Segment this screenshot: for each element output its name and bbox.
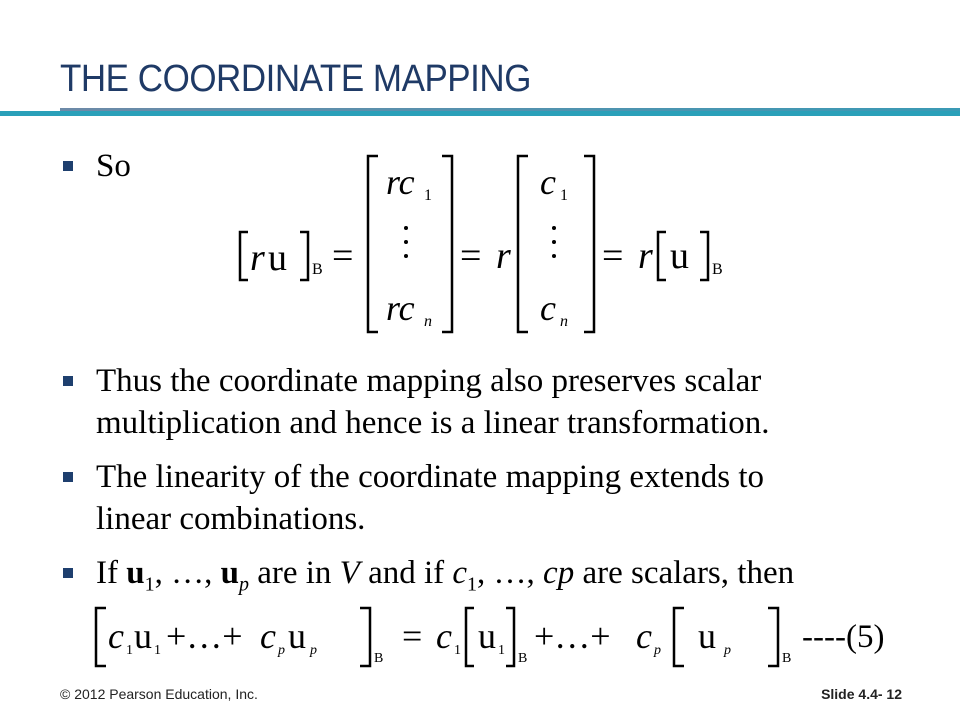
svg-text:1: 1 (498, 643, 505, 658)
slide-number: Slide 4.4- 12 (821, 686, 902, 702)
bullet-marker (63, 376, 73, 386)
svg-text:c: c (260, 616, 276, 656)
svg-text:r: r (496, 235, 511, 277)
svg-text:1: 1 (454, 643, 461, 658)
svg-text:n: n (560, 313, 568, 330)
bullet-scalar-text-line2: multiplication and hence is a linear transformation. (96, 405, 770, 441)
svg-text:B: B (312, 261, 323, 278)
copyright-footer: © 2012 Pearson Education, Inc. (60, 686, 258, 702)
svg-text:c: c (540, 288, 556, 328)
svg-text:1: 1 (424, 187, 432, 204)
svg-text:B: B (374, 651, 384, 666)
bullet-scalar-text-line1: Thus the coordinate mapping also preserves scalar (96, 363, 762, 399)
bullet-linearity-text-line1: The linearity of the coordinate mapping extends to (96, 459, 765, 495)
svg-text:+…+: +…+ (166, 616, 243, 656)
bullet-marker (63, 568, 73, 578)
svg-text:c: c (436, 616, 452, 656)
scalar-multiplication-equation (228, 150, 748, 340)
svg-text:u: u (288, 616, 306, 656)
svg-text:=: = (402, 616, 423, 656)
svg-text:=: = (332, 235, 354, 277)
svg-text:p: p (654, 643, 661, 658)
svg-text:r: r (638, 235, 653, 277)
svg-text:+…+: +…+ (534, 616, 611, 656)
svg-text:p: p (310, 643, 317, 658)
svg-text:p: p (278, 643, 285, 658)
svg-text:n: n (424, 313, 432, 330)
svg-text:1: 1 (126, 643, 133, 658)
bullet-so-text: So (96, 148, 131, 184)
svg-text:rc: rc (386, 288, 415, 328)
svg-text:u: u (478, 616, 496, 656)
svg-text:u: u (698, 616, 716, 656)
svg-text:=: = (602, 235, 624, 277)
svg-text:B: B (518, 651, 528, 666)
svg-text:u: u (134, 616, 152, 656)
svg-text:c: c (108, 616, 124, 656)
svg-text:r: r (250, 237, 265, 279)
svg-text:u: u (670, 235, 689, 277)
bullet-marker (63, 161, 73, 171)
equation-number-label: ----(5) (802, 619, 885, 655)
svg-text:c: c (636, 616, 652, 656)
bullet-linear-combination-text: If $u_1$, …, $u_p$ are in V and if $c_1$, …, cp are scalars, then (96, 555, 795, 596)
svg-text:p: p (724, 643, 731, 658)
svg-text:u: u (268, 237, 287, 279)
svg-text:1: 1 (560, 187, 568, 204)
linear-combination-equation (88, 604, 808, 674)
title-rule-accent (0, 111, 960, 116)
slide-title: THE COORDINATE MAPPING (60, 58, 531, 100)
svg-text:1: 1 (154, 643, 161, 658)
svg-text:rc: rc (386, 162, 415, 202)
bullet-linearity-text-line2: linear combinations. (96, 501, 366, 537)
svg-text:B: B (712, 261, 723, 278)
svg-text:=: = (460, 235, 482, 277)
svg-text:c: c (540, 162, 556, 202)
bullet-marker (63, 472, 73, 482)
svg-text:B: B (782, 651, 792, 666)
